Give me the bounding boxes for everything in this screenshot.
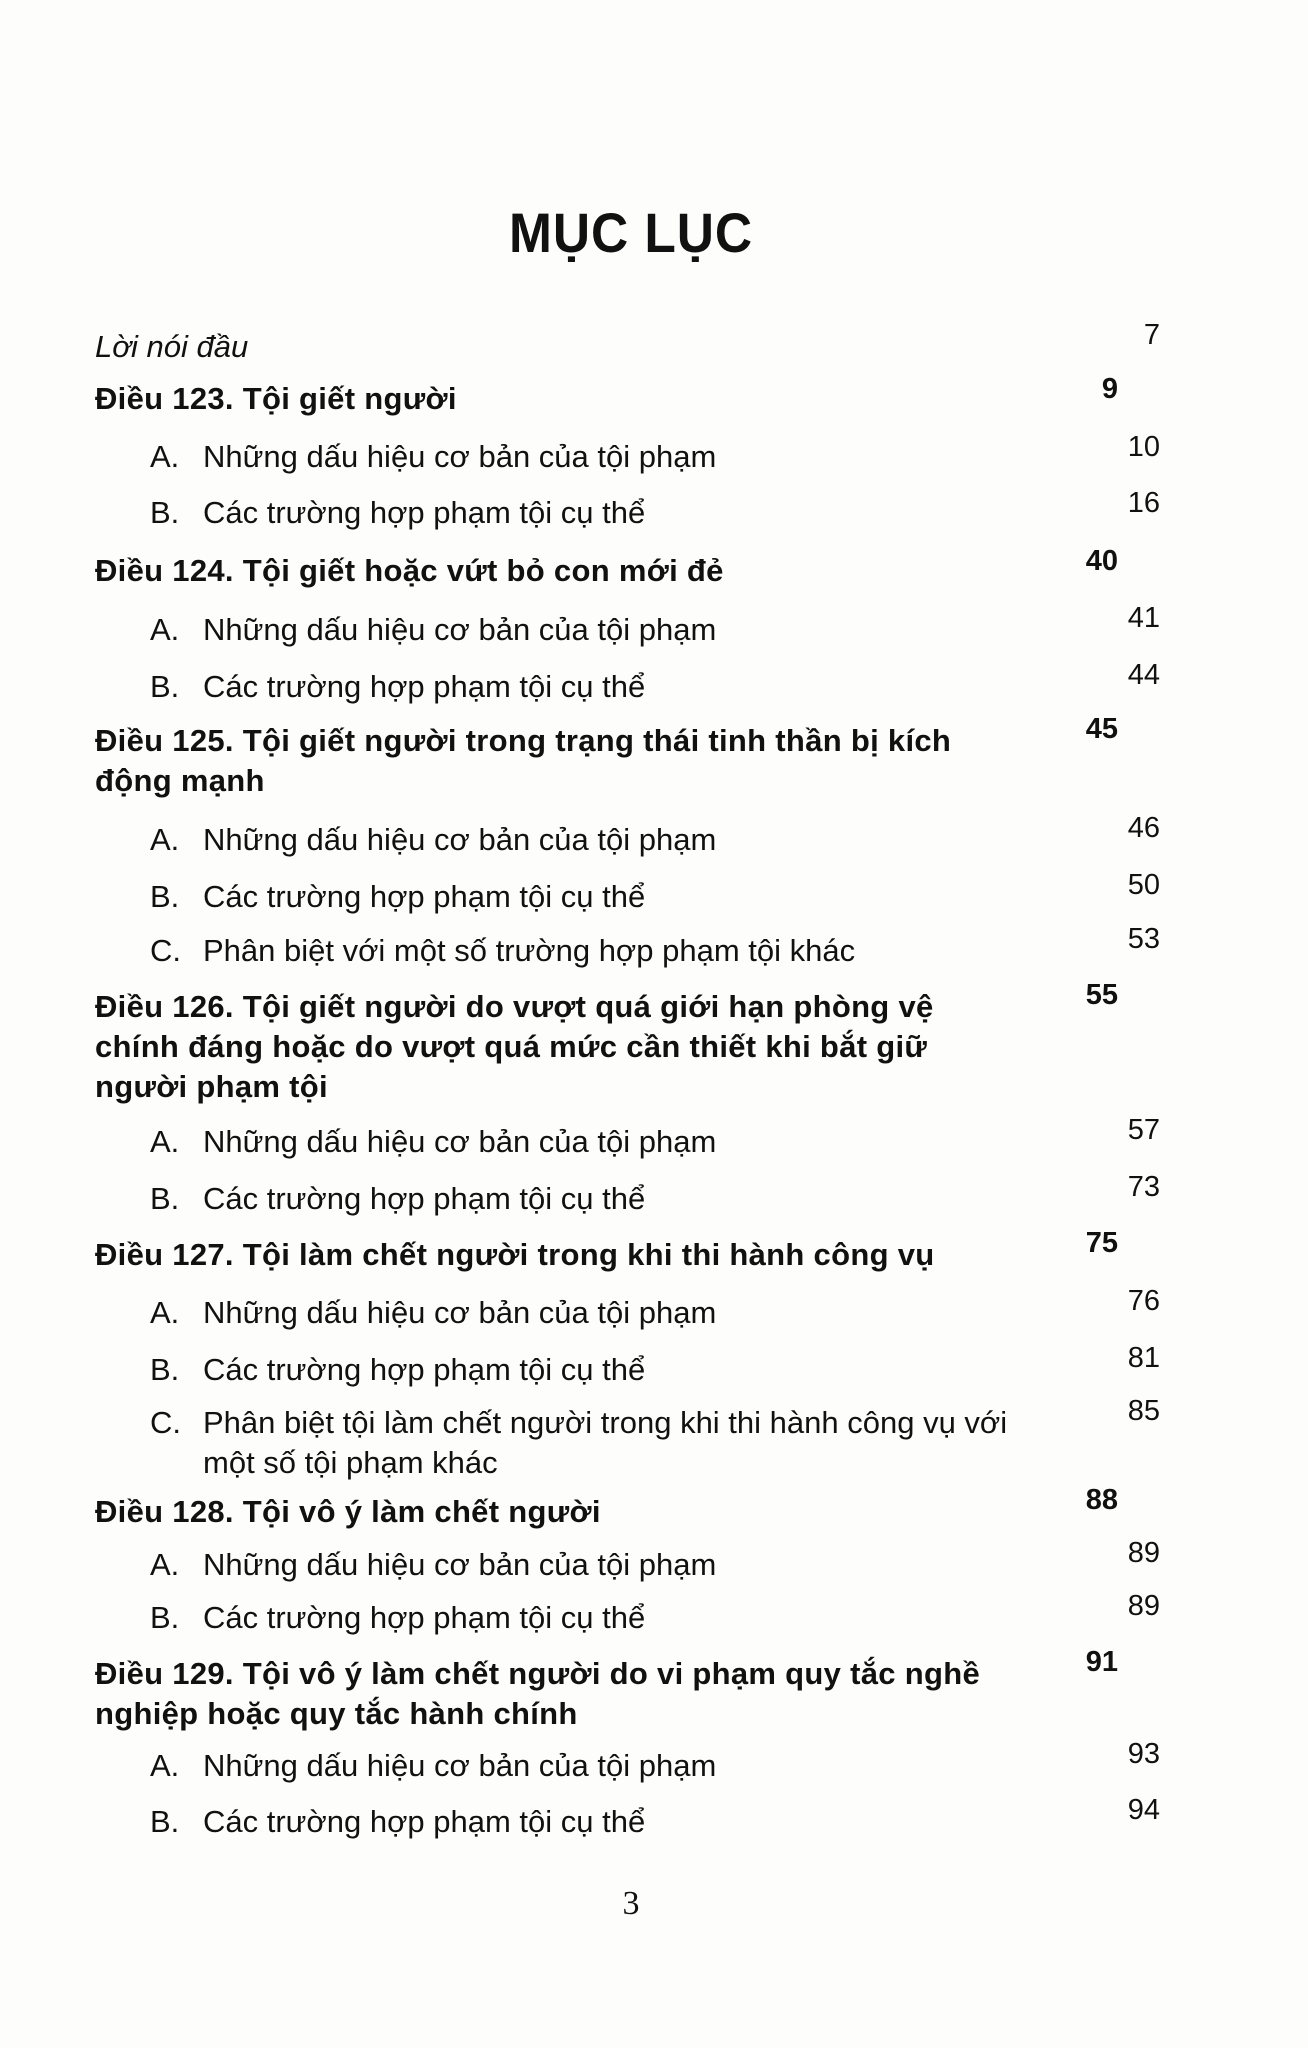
entry-page-number: 88 [1085,1484,1118,1516]
entry-title: Các trường hợp phạm tội cụ thể [203,669,646,704]
page-title: MỤC LỤC [509,201,753,264]
entry-title: Những dấu hiệu cơ bản của tội phạm [203,1124,717,1159]
entry-title: Các trường hợp phạm tội cụ thể [203,1804,646,1839]
entry-letter: A. [150,822,180,857]
entry-letter: A. [150,1124,180,1159]
entry-title: Điều 127. Tội làm chết người trong khi thi hành công vụ [95,1237,935,1272]
entry-page-number: 7 [1143,319,1160,351]
entry-page-number: 93 [1127,1738,1160,1770]
entry-title: Lời nói đầu [95,329,249,364]
entry-page-number: 41 [1127,602,1160,634]
entry-page-number: 9 [1101,373,1118,405]
entry-title: Những dấu hiệu cơ bản của tội phạm [203,439,717,474]
entry-letter: A. [150,1295,180,1330]
entry-title: Phân biệt tội làm chết người trong khi thi hành công vụ với một số tội phạm khác [203,1405,1008,1480]
entry-letter: A. [150,439,180,474]
entry-title: Điều 129. Tội vô ý làm chết người do vi phạm quy tắc nghề nghiệp hoặc quy tắc hành chính [95,1656,980,1731]
entry-page-number: 85 [1127,1395,1160,1427]
entry-page-number: 45 [1085,713,1118,745]
entry-page-number: 81 [1127,1342,1160,1374]
entry-title: Điều 128. Tội vô ý làm chết người [95,1494,601,1529]
entry-title: Phân biệt với một số trường hợp phạm tội khác [203,933,856,968]
entry-page-number: 50 [1127,869,1160,901]
entry-page-number: 76 [1127,1285,1160,1317]
entry-title: Điều 123. Tội giết người [95,381,457,416]
entry-page-number: 73 [1127,1171,1160,1203]
page-number: 3 [622,1885,640,1922]
entry-letter: A. [150,1748,180,1783]
entry-title: Những dấu hiệu cơ bản của tội phạm [203,822,717,857]
entry-page-number: 40 [1085,545,1118,577]
entry-page-number: 89 [1127,1537,1160,1569]
entry-letter: B. [150,495,180,530]
entry-title: Những dấu hiệu cơ bản của tội phạm [203,1295,717,1330]
entry-letter: A. [150,1547,180,1582]
entry-page-number: 75 [1085,1227,1118,1259]
entry-letter: B. [150,1181,180,1216]
entry-page-number: 10 [1127,431,1160,463]
entry-letter: B. [150,879,180,914]
entry-page-number: 55 [1085,979,1118,1011]
entry-letter: C. [150,933,181,968]
entry-title: Điều 126. Tội giết người do vượt quá giới hạn phòng vệ chính đáng hoặc do vượt quá mức cần thiết khi bắt giữ người phạm tội [95,989,934,1104]
entry-letter: B. [150,1600,180,1635]
entry-page-number: 89 [1127,1590,1160,1622]
entry-page-number: 91 [1085,1646,1118,1678]
entry-title: Điều 125. Tội giết người trong trạng thái tinh thần bị kích động mạnh [95,723,952,798]
entry-page-number: 53 [1127,923,1160,955]
entry-title: Các trường hợp phạm tội cụ thể [203,1352,646,1387]
entry-page-number: 57 [1127,1114,1160,1146]
entry-letter: B. [150,669,180,704]
entry-title: Những dấu hiệu cơ bản của tội phạm [203,612,717,647]
entry-title: Những dấu hiệu cơ bản của tội phạm [203,1547,717,1582]
entry-title: Điều 124. Tội giết hoặc vứt bỏ con mới đẻ [95,553,724,588]
entry-page-number: 46 [1127,812,1160,844]
entry-letter: B. [150,1352,180,1387]
entry-title: Các trường hợp phạm tội cụ thể [203,1181,646,1216]
entry-letter: C. [150,1405,181,1440]
entry-title: Những dấu hiệu cơ bản của tội phạm [203,1748,717,1783]
entry-title: Các trường hợp phạm tội cụ thể [203,1600,646,1635]
entry-letter: A. [150,612,180,647]
entry-title: Các trường hợp phạm tội cụ thể [203,879,646,914]
entry-page-number: 16 [1127,487,1160,519]
entry-page-number: 94 [1127,1794,1160,1826]
entry-letter: B. [150,1804,180,1839]
entry-title: Các trường hợp phạm tội cụ thể [203,495,646,530]
entry-page-number: 44 [1127,659,1160,691]
